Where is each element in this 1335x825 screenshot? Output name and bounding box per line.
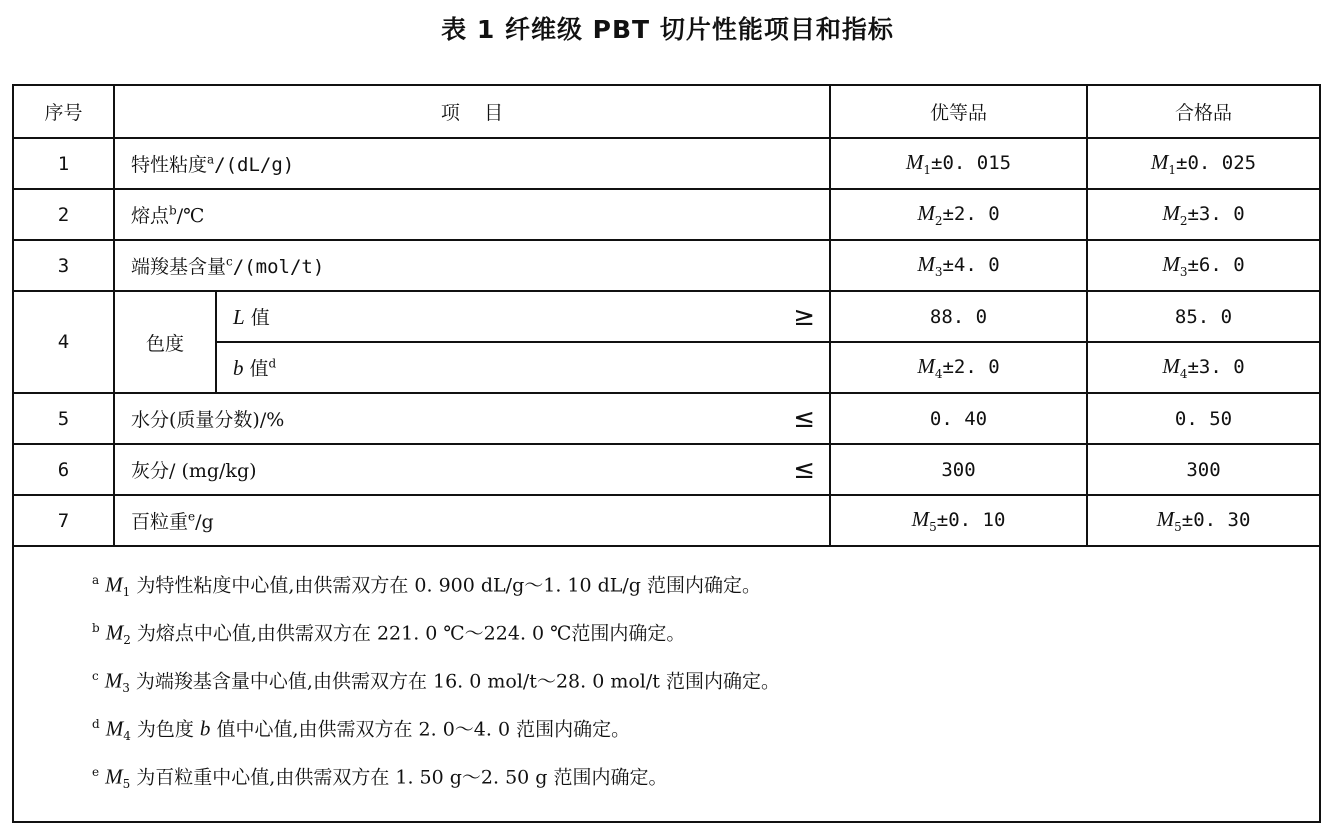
premium-value: $M_4\pm 2$. 0	[830, 342, 1087, 393]
premium-value: 0. 40	[830, 393, 1087, 444]
table-row	[13, 291, 1320, 342]
footnotes	[13, 546, 1320, 822]
table-row	[13, 393, 1320, 444]
header-row	[13, 85, 1320, 138]
premium-value: $M_1\pm 0$. 015	[830, 138, 1087, 189]
qualified-value: $M_2\pm 3$. 0	[1087, 189, 1320, 240]
row-no: 1	[13, 138, 114, 189]
footnote-a: $^a$ $M_1$ 为特性粘度中心值,由供需双方在 0. 900 dL/g～1. 10 dL/g 范围内确定。	[92, 572, 761, 600]
premium-value: $M_3\pm 4$. 0	[830, 240, 1087, 291]
table-row	[13, 138, 1320, 189]
row-item: 灰分/ (mg/kg) ≤	[114, 444, 830, 495]
qualified-value: 300	[1087, 444, 1320, 495]
header-qualified: 合格品	[1087, 85, 1320, 138]
row-no: 5	[13, 393, 114, 444]
footnote-c: $^c$ $M_3$ 为端羧基含量中心值,由供需双方在 16. 0 mol/t～28. 0 mol/t 范围内确定。	[92, 668, 780, 696]
header-item: 项 目	[114, 85, 830, 138]
table-row	[13, 495, 1320, 546]
qualified-value: 0. 50	[1087, 393, 1320, 444]
premium-value: 300	[830, 444, 1087, 495]
relation-symbol: ≤	[793, 454, 816, 485]
footnote-b: $^b$ $M_2$ 为熔点中心值,由供需双方在 221. 0 ℃～224. 0 ℃范围内确定。	[92, 620, 686, 648]
premium-value: $M_5\pm 0$. 10	[830, 495, 1087, 546]
header-no: 序号	[13, 85, 114, 138]
row-no: 4	[13, 291, 114, 393]
qualified-value: 85. 0	[1087, 291, 1320, 342]
row-no: 3	[13, 240, 114, 291]
footnote-e: $^e$ $M_5$ 为百粒重中心值,由供需双方在 1. 50 g～2. 50 g 范围内确定。	[92, 764, 668, 792]
row-item: 熔点$^b$/℃	[114, 189, 830, 240]
footnote-d: $^d$ $M_4$ 为色度 b 值中心值,由供需双方在 2. 0～4. 0 范围内确定。	[92, 716, 631, 744]
relation-symbol: ≤	[793, 403, 816, 434]
row-no: 2	[13, 189, 114, 240]
qualified-value: $M_5\pm 0$. 30	[1087, 495, 1320, 546]
row-no: 7	[13, 495, 114, 546]
table-row	[13, 189, 1320, 240]
spec-table	[12, 84, 1321, 823]
qualified-value: $M_3\pm 6$. 0	[1087, 240, 1320, 291]
row-item: 百粒重$^e$/g	[114, 495, 830, 546]
qualified-value: $M_4\pm 3$. 0	[1087, 342, 1320, 393]
header-premium: 优等品	[830, 85, 1087, 138]
footnotes-row	[13, 546, 1320, 822]
qualified-value: $M_1\pm 0$. 025	[1087, 138, 1320, 189]
premium-value: 88. 0	[830, 291, 1087, 342]
row-item: 特性粘度$^a$/(dL/g)	[114, 138, 830, 189]
row-item: b 值$^d$	[216, 342, 830, 393]
table-title: 表 1 纤维级 PBT 切片性能项目和指标	[441, 15, 894, 44]
table-row	[13, 240, 1320, 291]
row-item: 端羧基含量$^c$/(mol/t)	[114, 240, 830, 291]
premium-value: $M_2\pm 2$. 0	[830, 189, 1087, 240]
row-item: 水分(质量分数)/% ≤	[114, 393, 830, 444]
row-no: 6	[13, 444, 114, 495]
relation-symbol: ≥	[793, 301, 816, 332]
table-row	[13, 444, 1320, 495]
row-group: 色度	[114, 291, 216, 393]
row-item: L 值 ≥	[216, 291, 830, 342]
